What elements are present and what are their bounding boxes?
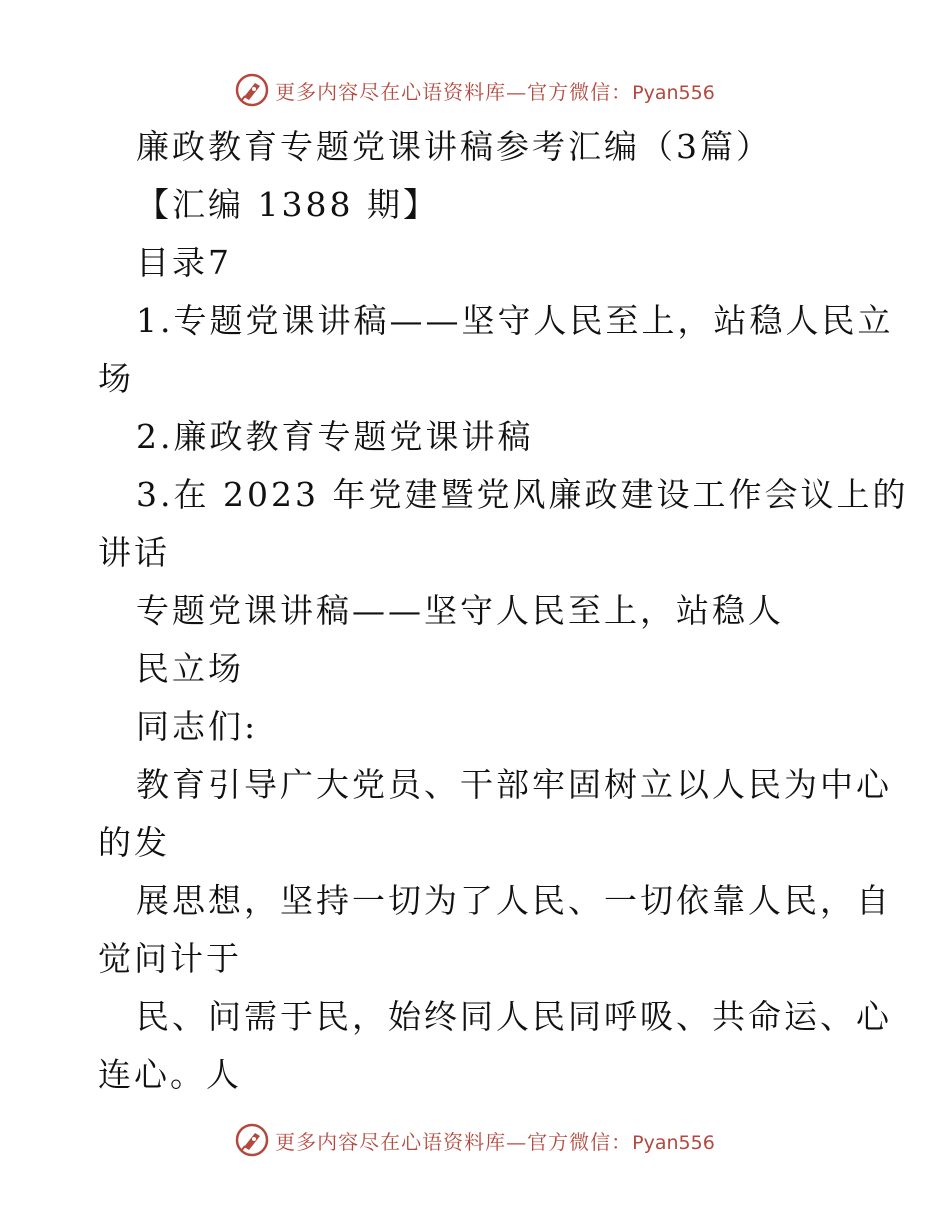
paragraph-line: 觉问计于 [98,939,242,978]
salutation: 同志们: [136,707,259,746]
paragraph-line: 展思想，坚持一切为了人民、一切依靠人民，自 [136,881,892,920]
pen-nib-circle-icon [235,1123,269,1157]
toc-item-2: 2.廉政教育专题党课讲稿 [136,417,534,456]
paragraph-line: 的发 [98,823,170,862]
toc-item-3: 3.在 2023 年党建暨党风廉政建设工作会议上的 [136,475,909,514]
section-title-cont: 民立场 [136,649,244,688]
section-title: 专题党课讲稿——坚守人民至上，站稳人 [136,591,784,630]
banner-text: 更多内容尽在心语资料库—官方微信：Pyan556 [275,1129,715,1154]
paragraph-line: 民、问需于民，始终同人民同呼吸、共命运、心 [136,997,892,1036]
paragraph-line: 连心。人 [98,1055,242,1094]
toc-item-3-cont: 讲话 [98,533,170,572]
footer-watermark-banner [0,1120,950,1160]
header-watermark-banner [0,70,950,110]
banner-text: 更多内容尽在心语资料库—官方微信：Pyan556 [275,79,715,104]
paragraph-line: 教育引导广大党员、干部牢固树立以人民为中心 [136,765,892,804]
issue-number: 【汇编 1388 期】 [136,185,439,224]
toc-item-1-cont: 场 [98,359,134,398]
toc-item-1: 1.专题党课讲稿——坚守人民至上，站稳人民立 [136,301,894,340]
document-body [98,118,909,1104]
doc-title: 廉政教育专题党课讲稿参考汇编（3篇） [136,127,772,166]
pen-nib-circle-icon [235,73,269,107]
toc-heading: 目录7 [136,243,232,282]
